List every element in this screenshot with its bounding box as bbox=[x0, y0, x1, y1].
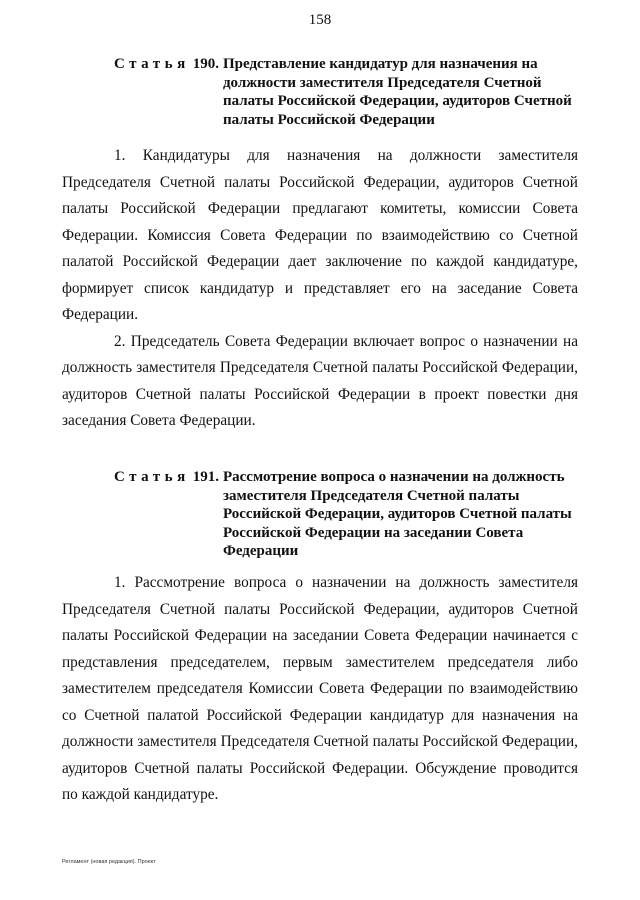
footer-note: Регламент (новая редакция). Проект bbox=[62, 859, 156, 865]
article-label-number: 190. bbox=[192, 56, 219, 72]
page-number: 158 bbox=[308, 12, 332, 28]
article-190-body bbox=[62, 143, 578, 435]
article-label bbox=[114, 468, 219, 561]
article-label-number: 191. bbox=[192, 469, 219, 485]
article-title: Рассмотрение вопроса о назначении на должность заместителя Председателя Счетной палаты Российской Федерации, аудиторов Счетной палаты Российской Федерации на заседании Совета Федерации bbox=[222, 469, 572, 559]
article-label bbox=[114, 55, 219, 129]
article-title: Представление кандидатур для назначения на должности заместителя Председателя Счетной палаты Российской Федерации, аудиторов Счетной палаты Российской Федерации bbox=[222, 56, 572, 128]
paragraph: 2. Председатель Совета Федерации включает вопрос о назначении на должность заместителя Председателя Счетной палаты Российской Федерации, аудиторов Счетной палаты Российской Федерации в проект повестки дня заседания Совета Федерации. bbox=[62, 332, 578, 429]
article-label-word: Статья bbox=[114, 469, 190, 485]
article-191-body bbox=[62, 570, 578, 809]
paragraph: 1. Рассмотрение вопроса о назначении на должность заместителя Председателя Счетной палаты Российской Федерации, аудиторов Счетной палаты Российской Федерации на заседании Совета Федерации начинается с представления председателем, первым заместителем председателя либо заместителем председателя Комиссии Совета Федерации по взаимодействию со Счетной палатой Российской Федерации кандидатур для назначения на должности заместителя Председателя Счетной палаты Российской Федерации, аудиторов Счетной палаты Российской Федерации. Обсуждение проводится по каждой кандидатуре. bbox=[62, 574, 578, 803]
article-190-heading bbox=[114, 55, 584, 129]
article-label-word: Статья bbox=[114, 56, 190, 72]
paragraph: 1. Кандидатуры для назначения на должности заместителя Председателя Счетной палаты Российской Федерации, аудиторов Счетной палаты Российской Федерации предлагают комитеты, комиссии Совета Федерации. Комиссия Совета Федерации по взаимодействию со Счетной палатой Российской Федерации дает заключение по каждой кандидатуре, формирует список кандидатур и представляет его на заседание Совета Федерации. bbox=[62, 147, 578, 323]
article-191-heading bbox=[114, 468, 584, 561]
